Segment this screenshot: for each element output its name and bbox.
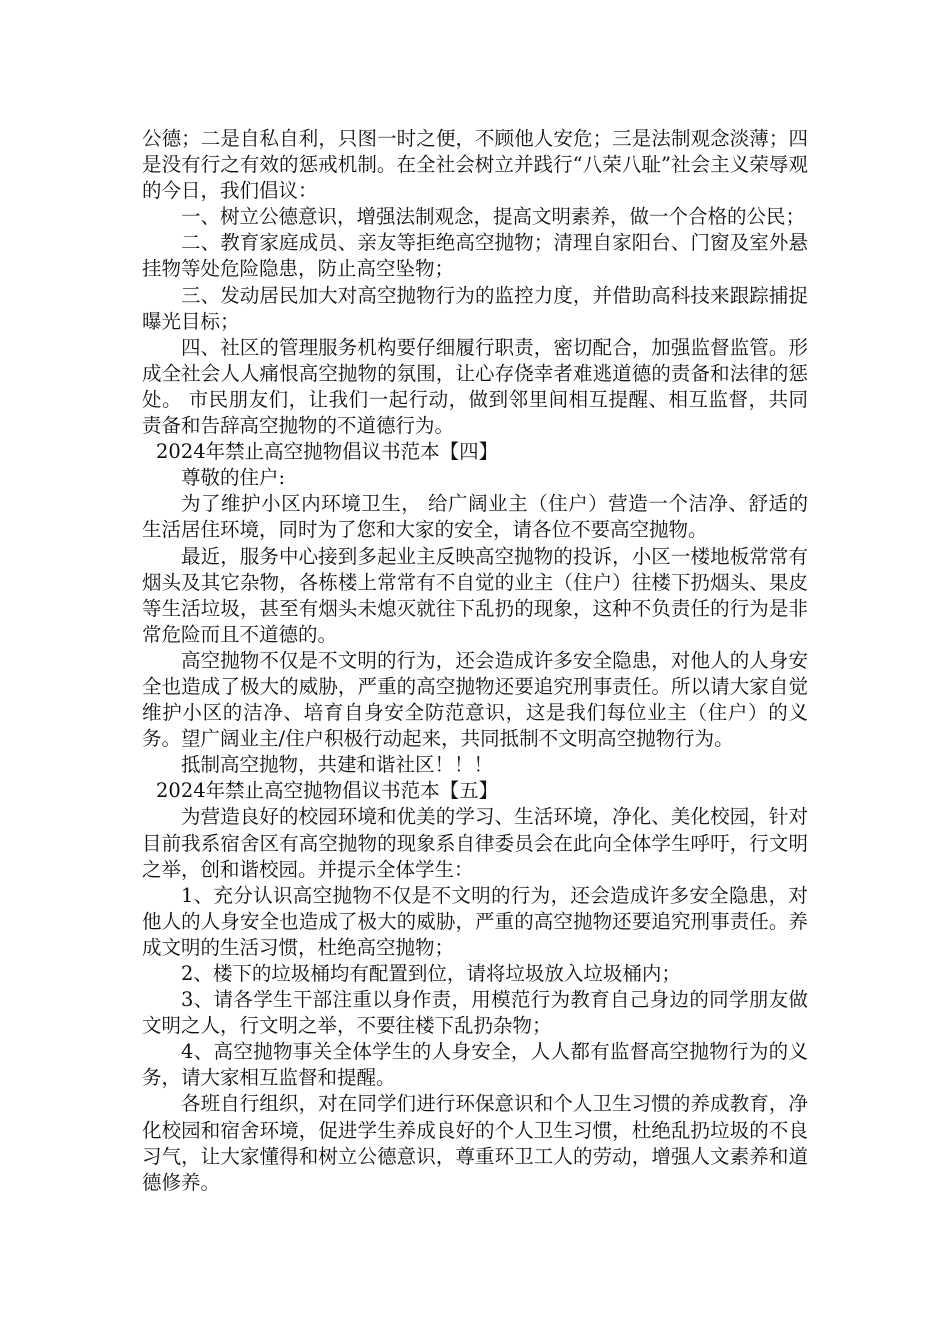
paragraph: 二、教育家庭成员、亲友等拒绝高空抛物；清理自家阳台、门窗及室外悬挂物等处危险隐患，防止高空坠物； — [142, 231, 808, 281]
greeting: 尊敬的住户: — [181, 466, 286, 490]
paragraph: 公德；二是自私自利，只图一时之便，不顾他人安危；三是法制观念淡薄；四是没有行之有效的惩戒机制。在全社会树立并践行“八荣八耻”社会主义荣辱观的今日，我们倡议： — [142, 127, 808, 203]
paragraph: 三、发动居民加大对高空抛物行为的监控力度，并借助高科技来跟踪捕捉曝光目标； — [142, 283, 808, 333]
list-item: 1、充分认识高空抛物不仅是不文明的行为，还会造成许多安全隐患，对他人的人身安全也造成了极大的威胁，严重的高空抛物还要追究刑事责任。养成文明的生活习惯，杜绝高空抛物； — [142, 883, 808, 959]
paragraph: 为了维护小区内环境卫生， 给广阔业主（住户）营造一个洁净、舒适的生活居住环境，同时为了您和大家的安全，请各位不要高空抛物。 — [142, 492, 808, 542]
paragraph: 最近，服务中心接到多起业主反映高空抛物的投诉，小区一楼地板常常有烟头及其它杂物，各栋楼上常常有不自觉的业主（住户）往楼下扔烟头、果皮等生活垃圾，甚至有烟头未熄灭就往下乱扔的现象，这种不负责任的行为是非常危险而且不道德的。 — [142, 544, 808, 646]
list-item: 2、楼下的垃圾桶均有配置到位，请将垃圾放入垃圾桶内； — [181, 962, 681, 985]
paragraph: 为营造良好的校园环境和优美的学习、生活环境，净化、美化校园，针对目前我系宿舍区有高空抛物的现象系自律委员会在此向全体学生呼吁，行文明之举，创和谐校园。并提示全体学生： — [142, 805, 808, 881]
slogan: 抵制高空抛物，共建和谐社区！！！ — [181, 753, 494, 777]
paragraph: 四、社区的管理服务机构要仔细履行职责，密切配合，加强监督监管。形成全社会人人痛恨高空抛物的氛围，让心存侥幸者难逃道德的责备和法律的惩处。 市民朋友们，让我们一起行动，做到邻里间相互提醒、相互监督，共同责备和告辞高空抛物的不道德行为。 — [142, 335, 808, 438]
paragraph: 一、树立公德意识，增强法制观念，提高文明素养，做一个合格的公民； — [181, 205, 806, 229]
section-heading: 2024年禁止高空抛物倡议书范本【五】 — [156, 779, 499, 803]
list-item: 4、高空抛物事关全体学生的人身安全，人人都有监督高空抛物行为的义务，请大家相互监督和提醒。 — [142, 1040, 808, 1090]
paragraph: 各班自行组织，对在同学们进行环保意识和个人卫生习惯的养成教育，净化校园和宿舍环境，促进学生养成良好的个人卫生习惯，杜绝乱扔垃圾的不良习气，让大家懂得和树立公德意识，尊重环卫工人的劳动，增强人文素养和道德修养。 — [142, 1092, 808, 1194]
section-heading: 2024年禁止高空抛物倡议书范本【四】 — [156, 440, 499, 464]
paragraph: 高空抛物不仅是不文明的行为，还会造成许多安全隐患，对他人的人身安全也造成了极大的威胁，严重的高空抛物还要追究刑事责任。所以请大家自觉维护小区的洁净、培育自身安全防范意识，这是我们每位业主（住户）的义务。望广阔业主/住户积极行动起来，共同抵制不文明高空抛物行为。 — [142, 648, 808, 751]
list-item: 3、请各学生干部注重以身作责，用模范行为教育自己身边的同学朋友做文明之人，行文明之举，不要往楼下乱扔杂物； — [142, 988, 808, 1038]
document-page — [142, 126, 808, 1196]
